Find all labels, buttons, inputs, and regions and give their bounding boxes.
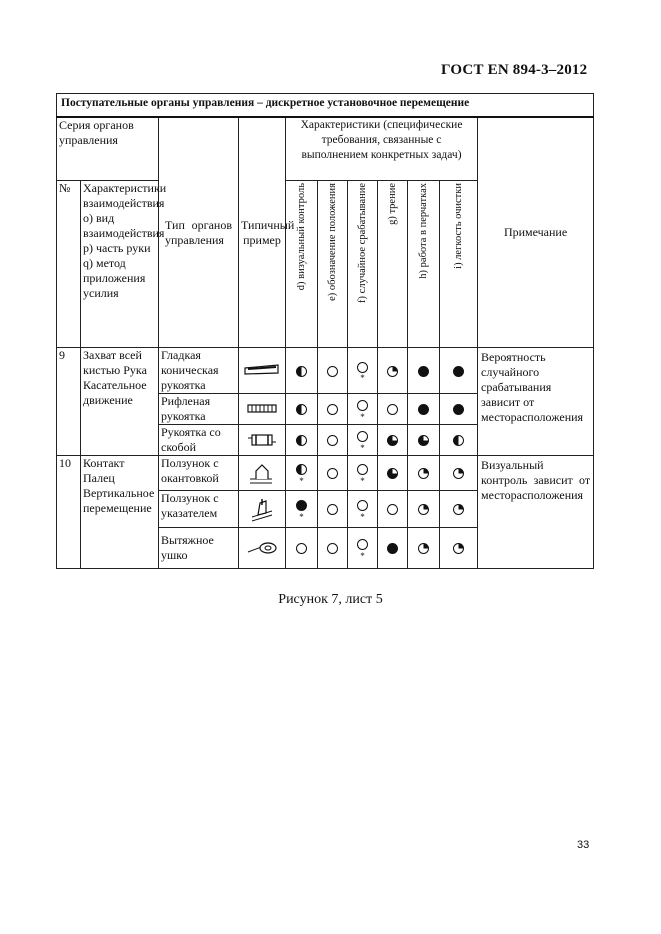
- symbol-cell: [440, 491, 478, 528]
- symbol-cell: [286, 425, 318, 456]
- symbol-cell: [348, 348, 378, 394]
- example-header: Типичный пример: [239, 117, 286, 348]
- pointer-slider-icon: [239, 491, 286, 528]
- rating-half-icon: [453, 435, 464, 446]
- control-type: Ползунок с указателем: [159, 491, 239, 528]
- control-type: Ползунок с окантовкой: [159, 456, 239, 491]
- control-type: Гладкая коническая рукоятка: [159, 348, 239, 394]
- rating-three-quarter-icon: [418, 435, 429, 446]
- series-header: Серия органов управления: [57, 117, 159, 181]
- symbol-cell: [408, 456, 440, 491]
- symbol-cell: [348, 425, 378, 456]
- rating-empty-icon: [327, 435, 338, 446]
- criterion-position: e) обозначение положения: [318, 181, 348, 348]
- document-id: ГОСТ EN 894-3–2012: [441, 62, 588, 78]
- asterisk-icon: *: [299, 475, 304, 486]
- symbol-cell: [378, 491, 408, 528]
- symbol-cell: [440, 394, 478, 425]
- rating-empty-icon: [357, 500, 368, 511]
- criterion-friction: g) трение: [378, 181, 408, 348]
- controls-table: [56, 93, 594, 569]
- symbol-cell: [378, 394, 408, 425]
- symbol-cell: [378, 456, 408, 491]
- criterion-cleaning: i) легкость очистки: [440, 181, 478, 348]
- symbol-cell: [408, 528, 440, 569]
- rating-empty-icon: [357, 400, 368, 411]
- rating-half-icon: [296, 435, 307, 446]
- asterisk-icon: *: [360, 373, 365, 383]
- symbol-cell: [408, 491, 440, 528]
- table-row: [57, 348, 594, 394]
- criterion-accidental: f) случайное срабатывание: [348, 181, 378, 348]
- rating-half-icon: [296, 464, 307, 475]
- symbol-cell: [348, 528, 378, 569]
- note-header: Примечание: [478, 117, 594, 348]
- symbol-cell: [318, 528, 348, 569]
- rating-empty-icon: [327, 404, 338, 415]
- table-title: Поступательные органы управления – дискретное установочное перемещение: [57, 94, 594, 118]
- symbol-cell: [348, 456, 378, 491]
- rating-quarter-icon: [418, 504, 429, 515]
- edged-slider-icon: [239, 456, 286, 491]
- rating-three-quarter-icon: [387, 435, 398, 446]
- symbol-cell: [286, 456, 318, 491]
- group-number: 9: [57, 348, 81, 456]
- symbol-cell: [286, 528, 318, 569]
- asterisk-icon: *: [360, 550, 365, 561]
- symbol-cell: [318, 456, 348, 491]
- symbol-cell: [286, 348, 318, 394]
- asterisk-icon: *: [360, 475, 365, 486]
- rating-quarter-icon: [387, 366, 398, 377]
- page-number: 33: [577, 839, 590, 851]
- group-description: Захват всей кистью Рука Касательное движение: [81, 348, 159, 456]
- asterisk-icon: *: [299, 511, 304, 522]
- interaction-header: Характеристики взаимодействия о) вид взаимодействия р) часть руки q) метод приложения усилия: [81, 181, 159, 348]
- figure-caption: Рисунок 7, лист 5: [278, 592, 383, 607]
- rating-half-icon: [296, 366, 307, 377]
- symbol-cell: [408, 348, 440, 394]
- rating-full-icon: [418, 366, 429, 377]
- rating-full-icon: [453, 366, 464, 377]
- rating-full-icon: [296, 500, 307, 511]
- pull-ring-icon: [239, 528, 286, 569]
- symbol-cell: [286, 394, 318, 425]
- criterion-gloves: h) работа в перчатках: [408, 181, 440, 348]
- asterisk-icon: *: [360, 442, 365, 453]
- criterion-visual: d) визуальный контроль: [286, 181, 318, 348]
- rating-half-icon: [296, 404, 307, 415]
- type-header: Тип органов управления: [159, 117, 239, 348]
- group-description: Контакт Палец Вертикальное перемещение: [81, 456, 159, 569]
- rating-empty-icon: [296, 543, 307, 554]
- symbol-cell: [440, 528, 478, 569]
- group-number: 10: [57, 456, 81, 569]
- rating-empty-icon: [327, 543, 338, 554]
- rating-quarter-icon: [418, 543, 429, 554]
- rating-empty-icon: [387, 504, 398, 515]
- symbol-cell: [440, 425, 478, 456]
- symbol-cell: [378, 348, 408, 394]
- rating-empty-icon: [327, 504, 338, 515]
- symbol-cell: [286, 491, 318, 528]
- rating-empty-icon: [357, 464, 368, 475]
- symbol-cell: [318, 425, 348, 456]
- asterisk-icon: *: [360, 511, 365, 522]
- characteristics-header: Характеристики (специфические требования, связанные с выполнением конкретных задач): [286, 117, 478, 181]
- rating-empty-icon: [357, 431, 368, 442]
- group-note: Визуальный контроль зависит от месторасположения: [478, 456, 594, 569]
- symbol-cell: [378, 528, 408, 569]
- symbol-cell: [348, 491, 378, 528]
- ribbed-handle-icon: [239, 394, 286, 425]
- number-header: №: [57, 181, 81, 348]
- rating-empty-icon: [327, 468, 338, 479]
- rating-empty-icon: [387, 404, 398, 415]
- symbol-cell: [318, 394, 348, 425]
- asterisk-icon: *: [360, 411, 365, 422]
- control-type: Вытяжное ушко: [159, 528, 239, 569]
- symbol-cell: [440, 456, 478, 491]
- rating-quarter-icon: [453, 468, 464, 479]
- group-note: Вероятность случайного срабатывания зависит от месторасположения: [478, 348, 594, 456]
- table-row: [57, 456, 594, 491]
- symbol-cell: [318, 491, 348, 528]
- symbol-cell: [408, 394, 440, 425]
- rating-quarter-icon: [453, 504, 464, 515]
- rating-empty-icon: [327, 366, 338, 377]
- symbol-cell: [348, 394, 378, 425]
- symbol-cell: [378, 425, 408, 456]
- rating-full-icon: [418, 404, 429, 415]
- symbol-cell: [408, 425, 440, 456]
- control-type: Рифленая рукоятка: [159, 394, 239, 425]
- bracket-handle-icon: [239, 425, 286, 456]
- symbol-cell: [318, 348, 348, 394]
- rating-three-quarter-icon: [387, 468, 398, 479]
- control-type: Рукоятка со скобой: [159, 425, 239, 456]
- symbol-cell: [440, 348, 478, 394]
- rating-empty-icon: [357, 362, 368, 373]
- rating-full-icon: [453, 404, 464, 415]
- rating-full-icon: [387, 543, 398, 554]
- rating-quarter-icon: [453, 543, 464, 554]
- smooth-conical-handle-icon: [239, 348, 286, 394]
- rating-empty-icon: [357, 539, 368, 550]
- rating-quarter-icon: [418, 468, 429, 479]
